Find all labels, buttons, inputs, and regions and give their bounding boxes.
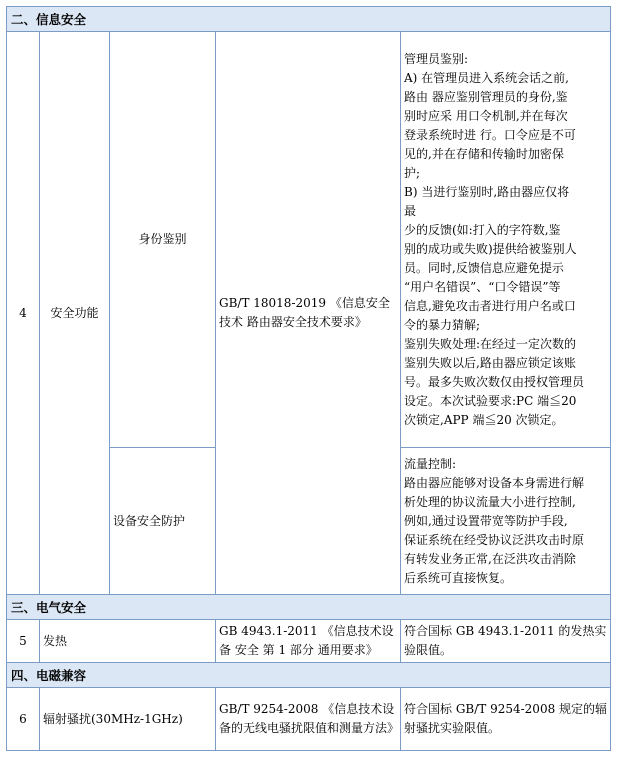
req-line: 次锁定,APP 端≦20 次锁定。 [404, 412, 564, 427]
standard-cell: GB/T 18018-2019 《信息安全技术 路由器安全技术要求》 [216, 32, 401, 595]
item-radiation: 辐射骚扰(30MHz-1GHz) [40, 688, 216, 751]
req-line: 析处理的协议流量大小进行控制, [404, 494, 576, 509]
section-title-electric: 三、电气安全 [7, 595, 611, 620]
req-line: 信息,避免攻击者进行用户名或口 [404, 298, 576, 313]
row-number: 4 [7, 32, 40, 595]
req-line: 别的成功或失败)提供给被鉴别人 [404, 241, 577, 256]
requirement-radiation: 符合国标 GB/T 9254-2008 规定的辐射骚扰实验限值。 [401, 688, 611, 751]
item-identity: 身份鉴别 [110, 32, 216, 448]
req-line: 员。同时,反馈信息应避免提示 [404, 260, 564, 275]
req-line: 登录系统时进 行。口令应是不可 [404, 127, 576, 142]
row-number: 5 [7, 620, 40, 663]
section-header-info [7, 7, 611, 32]
requirement-protection [401, 448, 611, 595]
spec-table [6, 6, 611, 751]
section-title-emc: 四、电磁兼容 [7, 663, 611, 688]
spec-table-container [6, 6, 610, 751]
req-line: 路由器应能够对设备本身需进行解 [404, 475, 585, 490]
req-line: 最 [404, 203, 417, 218]
req-line: B) 当进行鉴别时,路由器应仅将 [404, 184, 570, 199]
req-line: A) 在管理员进入系统会话之前, [404, 70, 569, 85]
req-line: 鉴别失败处理:在经过一定次数的 [404, 336, 577, 351]
table-row-heat [7, 620, 611, 663]
req-line: 保证系统在经受协议泛洪攻击时原 [404, 532, 585, 547]
section-header-emc [7, 663, 611, 688]
req-line: 例如,通过设置带宽等防护手段, [404, 513, 568, 528]
req-line: 护; [404, 165, 421, 180]
row-number: 6 [7, 688, 40, 751]
req-line: 见的,并在存储和传输时加密保 [404, 146, 564, 161]
section-title-info: 二、信息安全 [7, 7, 611, 32]
requirement-identity [401, 32, 611, 448]
table-row-radiation [7, 688, 611, 751]
req-line: 设定。本次试验要求:PC 端≦20 [404, 393, 577, 408]
req-line: 流量控制: [404, 456, 457, 471]
standard-heat: GB 4943.1-2011 《信息技术设备 安全 第 1 部分 通用要求》 [216, 620, 401, 663]
standard-radiation: GB/T 9254-2008 《信息技术设备的无线电骚扰限值和测量方法》 [216, 688, 401, 751]
requirement-heat: 符合国标 GB 4943.1-2011 的发热实验限值。 [401, 620, 611, 663]
req-line: “用户名错误”、“口令错误”等 [404, 279, 561, 294]
item-protection: 设备安全防护 [110, 448, 216, 595]
section-header-electric [7, 595, 611, 620]
req-line: 令的暴力猜解; [404, 317, 481, 332]
req-line: 有转发业务正常,在泛洪攻击消除 [404, 551, 576, 566]
req-line: 号。最多失败次数仅由授权管理员 [404, 374, 585, 389]
req-line: 别时应采 用口令机制,并在每次 [404, 108, 568, 123]
item-heat: 发热 [40, 620, 216, 663]
req-line: 管理员鉴别: [404, 51, 469, 66]
req-line: 后系统可直接恢复。 [404, 570, 513, 585]
req-line: 路由 器应鉴别管理员的身份,鉴 [404, 89, 568, 104]
category-cell: 安全功能 [40, 32, 110, 595]
table-row-identity [7, 32, 611, 448]
req-line: 鉴别失败以后,路由器应锁定该账 [404, 355, 576, 370]
req-line: 少的反馈(如:打入的字符数,鉴 [404, 222, 561, 237]
